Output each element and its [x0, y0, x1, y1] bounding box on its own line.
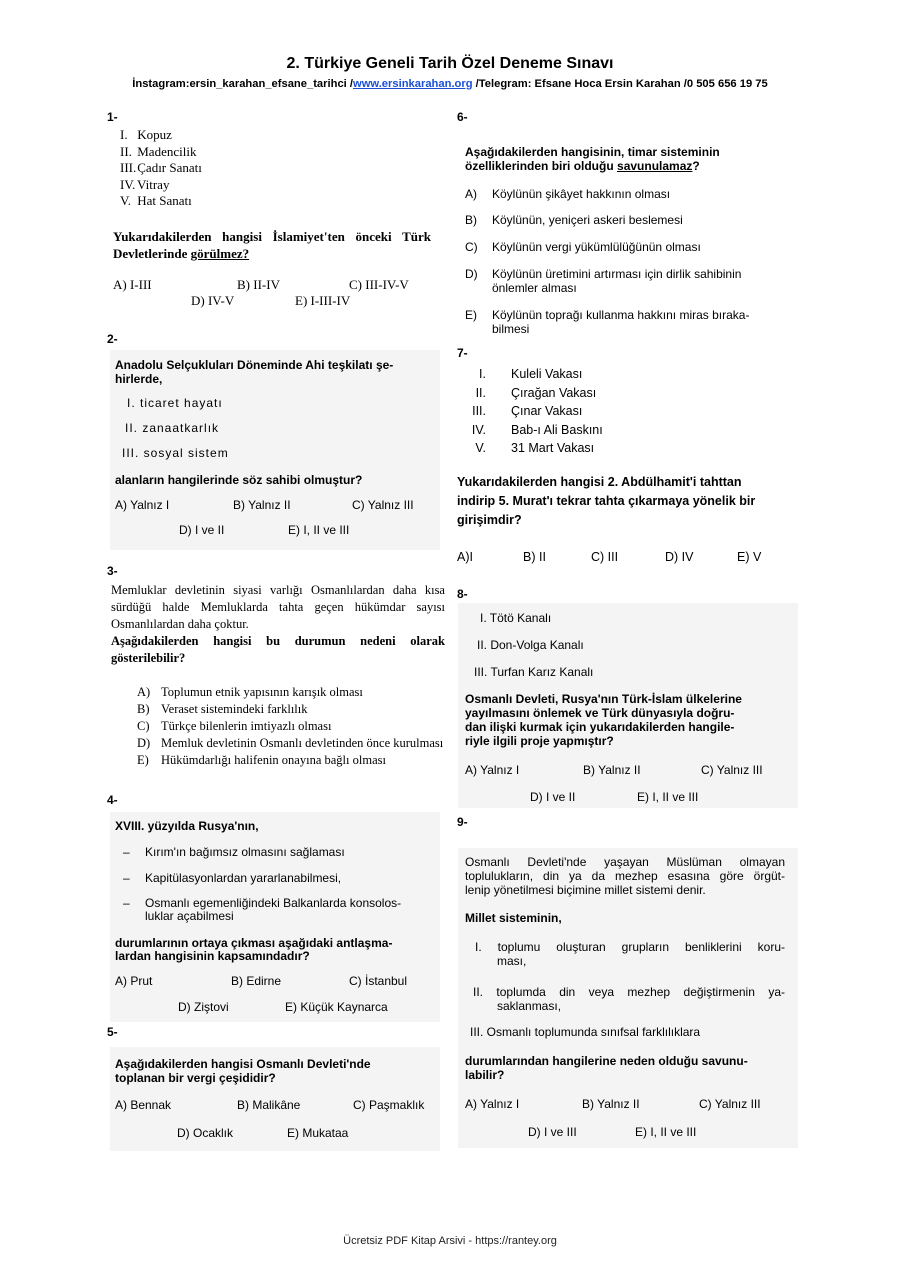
- question-1-item: V. Hat Sanatı: [120, 193, 192, 208]
- question-4-item: – Kırım'ın bağımsız olmasını sağlaması: [123, 845, 345, 859]
- question-8-item: I. Tötö Kanalı: [480, 611, 552, 625]
- question-4-option-d[interactable]: D) Ziştovi: [178, 1000, 229, 1014]
- question-1-items: [120, 127, 202, 210]
- question-4-option-a[interactable]: A) Prut: [115, 974, 153, 988]
- question-5-option-e[interactable]: E) Mukataa: [287, 1126, 349, 1140]
- question-7-stem-3: girişimdir?: [457, 513, 522, 527]
- question-2-item: I. ticaret hayatı: [127, 396, 223, 410]
- question-4-stem-3: lardan hangisinin kapsamındadır?: [115, 949, 310, 963]
- question-9-stem-2: durumlarından hangilerine neden olduğu savunu-: [465, 1054, 748, 1068]
- question-8-stem-2: yayılmasını önlemek ve Türk dünyasıyla doğru-: [465, 706, 735, 720]
- question-4-item-cont: luklar açabilmesi: [145, 909, 234, 923]
- question-2-option-c[interactable]: C) Yalnız III: [352, 498, 414, 512]
- question-1-item: I. Kopuz: [120, 127, 172, 142]
- question-4-stem-2: durumlarının ortaya çıkması aşağıdaki antlaşma-: [115, 936, 393, 950]
- question-3-stem-2: gösterilebilir?: [111, 651, 186, 665]
- question-1-item: II. Madencilik: [120, 143, 197, 159]
- question-6-number: 6-: [457, 110, 468, 124]
- question-9-item-2: II. toplumda din veya mezhep değiştirmenin ya-: [473, 985, 785, 999]
- question-9-option-c[interactable]: C) Yalnız III: [699, 1097, 761, 1111]
- question-3-option-b[interactable]: B) Veraset sistemindeki farklılık: [137, 702, 308, 716]
- question-7-option-e[interactable]: E) V: [737, 550, 762, 564]
- question-9-paragraph: Osmanlı Devleti'nde yaşayan Müslüman olmayan: [465, 855, 785, 869]
- question-1-number: 1-: [107, 110, 118, 124]
- question-1-option-a[interactable]: A) I-III: [113, 277, 152, 292]
- question-4-number: 4-: [107, 793, 118, 807]
- question-7-item: I. Kuleli Vakası: [479, 367, 583, 381]
- question-3-paragraph: Memluklar devletinin siyasi varlığı Osmanlılardan daha kısa: [111, 583, 445, 597]
- question-1-stem: Yukarıdakilerden hangisi İslamiyet'ten önceki Türk: [113, 229, 431, 244]
- question-4-stem: XVIII. yüzyılda Rusya'nın,: [115, 819, 259, 833]
- question-5-option-d[interactable]: D) Ocaklık: [177, 1126, 234, 1140]
- website-link[interactable]: www.ersinkarahan.org: [353, 78, 473, 90]
- question-9-item-3: III. Osmanlı toplumunda sınıfsal farklılıklara: [470, 1025, 701, 1039]
- question-9-paragraph-2: toplulukların, din ya da mezhep esasına göre örgüt-: [465, 869, 785, 883]
- question-6-option-c[interactable]: C) Köylünün vergi yükümlülüğünün olması: [465, 240, 701, 254]
- question-7-option-c[interactable]: C) III: [591, 550, 619, 564]
- question-7-item: IV. Bab-ı Ali Baskını: [471, 422, 603, 437]
- question-2-stem-2: hirlerde,: [115, 372, 163, 386]
- question-3-number: 3-: [107, 564, 118, 578]
- question-6-stem-2: özelliklerinden biri olduğu savunulamaz?: [465, 159, 700, 173]
- question-7-item: II. Çırağan Vakası: [475, 385, 597, 400]
- question-2-number: 2-: [107, 332, 118, 346]
- question-3-options: [137, 684, 443, 769]
- question-4-item: – Osmanlı egemenliğindeki Balkanlarda konsolos-: [123, 896, 402, 910]
- question-9-number: 9-: [457, 815, 468, 829]
- question-3-option-d[interactable]: D) Memluk devletinin Osmanlı devletinden önce kurulması: [137, 736, 444, 750]
- question-1-option-c[interactable]: C) III-IV-V: [349, 277, 409, 292]
- question-7-option-a[interactable]: A)I: [457, 550, 473, 564]
- question-7-items: [470, 365, 603, 458]
- question-9-option-e[interactable]: E) I, II ve III: [635, 1125, 697, 1139]
- question-5-stem: Aşağıdakilerden hangisi Osmanlı Devleti'nde: [115, 1057, 371, 1071]
- question-6-option-a[interactable]: A) Köylünün şikâyet hakkının olması: [465, 187, 671, 201]
- question-8-stem-3: dan ilişki kurmak için yukarıdakilerden hangile-: [465, 720, 735, 734]
- question-8-option-b[interactable]: B) Yalnız II: [583, 763, 641, 777]
- question-7-option-b[interactable]: B) II: [523, 550, 546, 564]
- question-3-paragraph-2: sürdüğü halde Memluklarda tahta geçen hükümdar sayısı: [111, 600, 445, 614]
- question-6-option-d[interactable]: D) Köylünün üretimini artırması için dirlik sahibinin önlemler alması: [465, 267, 742, 295]
- question-1-option-b[interactable]: B) II-IV: [237, 277, 280, 292]
- subtitle-instagram: İnstagram:ersin_karahan_efsane_tarihci /: [132, 78, 353, 90]
- question-3-option-e[interactable]: E) Hükümdarlığı halifenin onayına bağlı olması: [137, 753, 386, 767]
- question-6-option-b[interactable]: B) Köylünün, yeniçeri askeri beslemesi: [465, 213, 683, 227]
- question-2-item: III. sosyal sistem: [122, 446, 229, 460]
- question-7-option-d[interactable]: D) IV: [665, 550, 694, 564]
- question-1-stem-2: Devletlerinde görülmez?: [113, 246, 250, 261]
- question-8-item: II. Don-Volga Kanalı: [477, 638, 584, 652]
- question-9-option-d[interactable]: D) I ve III: [528, 1125, 577, 1139]
- question-5-stem-2: toplanan bir vergi çeşididir?: [115, 1071, 276, 1085]
- question-1-option-d[interactable]: D) IV-V: [191, 293, 235, 308]
- question-7-item: III. Çınar Vakası: [472, 404, 583, 418]
- question-6-stem: Aşağıdakilerden hangisinin, timar sisteminin: [465, 145, 720, 159]
- question-2-option-b[interactable]: B) Yalnız II: [233, 498, 291, 512]
- question-2-option-d[interactable]: D) I ve II: [179, 523, 225, 537]
- subtitle-contact: /Telegram: Efsane Hoca Ersin Karahan /0 505 656 19 75: [472, 78, 768, 90]
- question-5-option-a[interactable]: A) Bennak: [115, 1098, 172, 1112]
- question-8-option-a[interactable]: A) Yalnız I: [465, 763, 520, 777]
- question-9-stem: Millet sisteminin,: [465, 911, 562, 925]
- question-9-option-b[interactable]: B) Yalnız II: [582, 1097, 640, 1111]
- question-2-option-e[interactable]: E) I, II ve III: [288, 523, 350, 537]
- question-9-stem-3: labilir?: [465, 1068, 505, 1082]
- question-3-paragraph-3: Osmanlılardan daha çoktur.: [111, 617, 249, 631]
- question-7-stem: Yukarıdakilerden hangisi 2. Abdülhamit'i tahttan: [457, 475, 742, 489]
- question-5-option-c[interactable]: C) Paşmaklık: [353, 1098, 425, 1112]
- question-4-option-e[interactable]: E) Küçük Kaynarca: [285, 1000, 388, 1014]
- question-9-item-1-cont: ması,: [497, 954, 527, 968]
- page-subtitle: [0, 78, 900, 90]
- question-8-number: 8-: [457, 587, 468, 601]
- question-2-stem-3: alanların hangilerinde söz sahibi olmuştur?: [115, 473, 363, 487]
- question-3-stem: Aşağıdakilerden hangisi bu durumun nedeni olarak: [111, 634, 445, 648]
- question-9-item-1: I. toplumu oluşturan grupların benliklerini koru-: [475, 940, 785, 954]
- question-2-option-a[interactable]: A) Yalnız I: [115, 498, 170, 512]
- question-8-item: III. Turfan Karız Kanalı: [474, 665, 594, 679]
- question-5-number: 5-: [107, 1025, 118, 1039]
- page-title: 2. Türkiye Geneli Tarih Özel Deneme Sınavı: [286, 55, 614, 72]
- question-8-option-e[interactable]: E) I, II ve III: [637, 790, 699, 804]
- question-4-option-b[interactable]: B) Edirne: [231, 974, 282, 988]
- question-1-option-e[interactable]: E) I-III-IV: [295, 293, 351, 308]
- question-6-option-e[interactable]: E) Köylünün toprağı kullanma hakkını miras bıraka- bilmesi: [465, 308, 750, 336]
- page-footer: Ücretsiz PDF Kitap Arsivi - https://rantey.org: [343, 1235, 557, 1247]
- question-7-stem-2: indirip 5. Murat'ı tekrar tahta çıkarmaya yönelik bir: [457, 494, 756, 508]
- question-3-option-a[interactable]: A) Toplumun etnik yapısının karışık olması: [137, 685, 363, 699]
- question-9-option-a[interactable]: A) Yalnız I: [465, 1097, 520, 1111]
- question-4-item: – Kapitülasyonlardan yararlanabilmesi,: [123, 871, 342, 885]
- question-8-option-c[interactable]: C) Yalnız III: [701, 763, 763, 777]
- question-5-option-b[interactable]: B) Malikâne: [237, 1098, 301, 1112]
- question-7-item: V. 31 Mart Vakası: [475, 441, 595, 455]
- question-8-stem: Osmanlı Devleti, Rusya'nın Türk-İslam ülkelerine: [465, 692, 742, 706]
- question-9-paragraph-3: lenip yönetilmesi biçimine millet sistemi denir.: [465, 883, 706, 897]
- question-7-number: 7-: [457, 346, 468, 360]
- question-2-stem: Anadolu Selçukluları Döneminde Ahi teşkilatı şe-: [115, 358, 394, 372]
- question-8-option-d[interactable]: D) I ve II: [530, 790, 576, 804]
- question-1-item: IV. Vitray: [120, 176, 170, 192]
- question-8-stem-4: riyle ilgili proje yapmıştır?: [465, 734, 614, 748]
- question-3-option-c[interactable]: C) Türkçe bilenlerin imtiyazlı olması: [137, 719, 332, 733]
- question-2-item: II. zanaatkarlık: [125, 421, 220, 435]
- question-9-item-2-cont: saklanması,: [497, 999, 562, 1013]
- question-1-item: III. Çadır Sanatı: [120, 160, 202, 175]
- question-4-option-c[interactable]: C) İstanbul: [349, 974, 408, 988]
